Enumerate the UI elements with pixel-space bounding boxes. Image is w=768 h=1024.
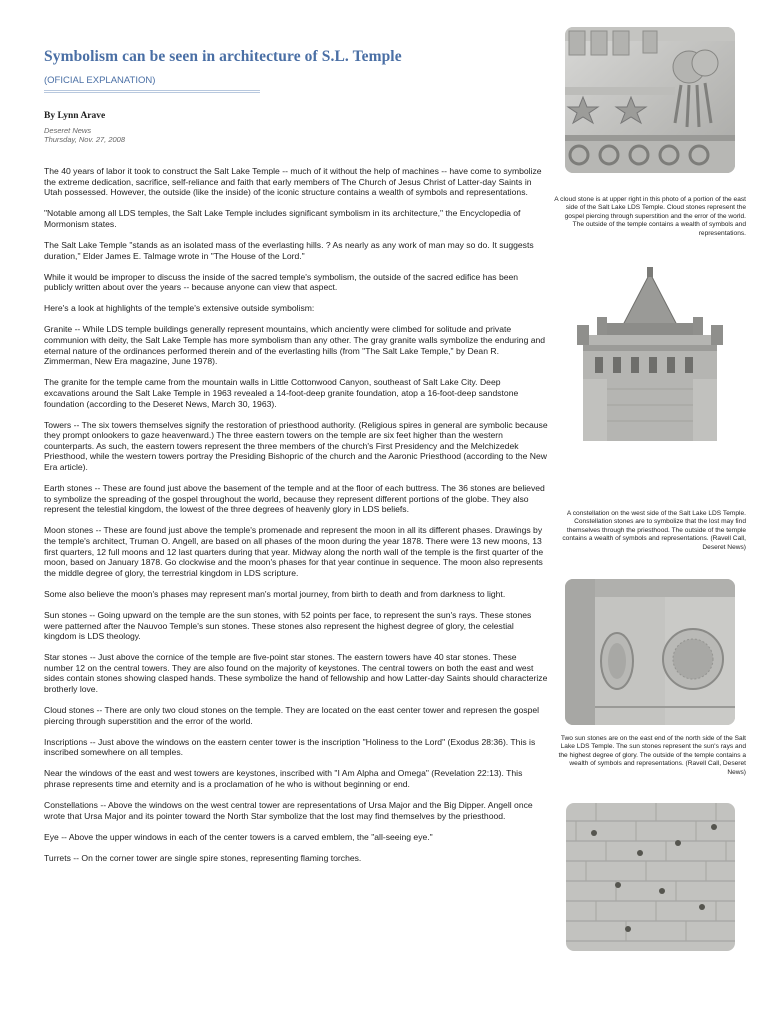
constellation-wall-photo [566, 803, 735, 951]
article-subtitle: (OFICIAL EXPLANATION) [44, 75, 156, 86]
paragraph: Granite -- While LDS temple buildings generally represent mountains, which anciently were climbed for solitude and private communion with deity, the Salt Lake Temple has more symbolism than any other. The gray granite walls symbolize the enduring and eternal nature of the ordinances performed therein and of the everlasting hills (from "The Salt Lake Temple," by Dean R. Zimmerman, New Era magazine, June 1978). [44, 324, 546, 367]
paragraph: Near the windows of the east and west towers are keystones, inscribed with "I Am Alpha and Omega" (Revelation 22:13). This phrase represents time and eternity and is a proclamation of he who is without beginning or end. [44, 768, 523, 790]
paragraph: Earth stones -- These are found just above the basement of the temple and at the floor of each buttress. The 36 stones are believed to symbolize the spreading of the gospel throughout the world, because they represent different portions of the globe. They also represent the telestial kingdom, the lowest of the three degrees of heavenly glory in LDS beliefs. [44, 483, 545, 515]
paragraph: Constellations -- Above the windows on the west central tower are representations of Ursa Major and the Big Dipper. Angell once wrote that Ursa Major and its pointer toward the North Star symbolize that the lost may find themselves by the priesthood. [44, 800, 533, 821]
source-name: Deseret News [44, 126, 92, 135]
photo-caption: A constellation on the west side of the Salt Lake LDS Temple. Constellation stones are to symbolize that the lost may find themselves through the priesthood. The outside of the temple contains a wealth of symbols and representations. (Ravell Call, Deseret News) [562, 510, 746, 551]
photo-caption: A cloud stone is at upper right in this photo of a portion of the east side of the Salt Lake LDS Temple. Cloud stones represent the gospel piercing through superstition and the error of the world. The outside of the temple contains a wealth of symbols and representations. [554, 196, 746, 237]
article [44, 48, 548, 874]
paragraph: Moon stones -- These are found just above the temple's promenade and represent the moon in all its different phases. Drawings by the temple's architect, Truman O. Angell, are based on all phases of the moon during the year 1878. There were 13 new moons, 13 first quarters, 12 full moons and 12 last quarters during that year. Midway along the north wall of the temple is the first quarter of the moon, based on January 1878. Go clockwise and the moon's phases for that year continue in sequence. The moon also represents the middle degree of glory, the terrestrial kingdom in LDS scripture. [44, 525, 544, 578]
tower-photo [573, 265, 727, 441]
paragraph: Towers -- The six towers themselves signify the restoration of priesthood authority. (Religious spires in general are symbolic because they prompt onlookers to gaze heavenward.) The three eastern towers on the temple are six feet higher than the western counterparts. As such, the eastern towers represent the three members of the church's First Presidency and the Melchizedek Priesthood, while the western towers portray the Presiding Bishopric of the church and the Aaronic Priesthood (according to the New Era article). [44, 419, 548, 472]
photo-caption: Two sun stones are on the east end of the north side of the Salt Lake LDS Temple. The sun stones represent the sun's rays and the highest degree of glory. The outside of the temple contains a wealth of symbols and representations. (Ravell Call, Deseret News) [558, 735, 746, 776]
article-title: Symbolism can be seen in architecture of S.L. Temple [44, 48, 402, 65]
paragraph: Eye -- Above the upper windows in each of the center towers is a carved emblem, the "all-seeing eye." [44, 831, 433, 842]
publish-date: Thursday, Nov. 27, 2008 [44, 135, 126, 144]
paragraph: Star stones -- Just above the cornice of the temple are five-point star stones. The eastern towers have 40 star stones. These number 12 on the central towers. They are also found on the majority of keystones. The central towers on both the east and west sides contain stones showing clasped hands. These symbolize the hand of fellowship and how Latter-day Saints should characterize brotherly love. [44, 652, 548, 694]
paragraph: The granite for the temple came from the mountain walls in Little Cottonwood Canyon, southeast of Salt Lake City. Deep excavations around the Salt Lake Temple in 1963 revealed a 14-foot-deep granite foundation, atop a 16-foot-deep sandstone foundation (according to the Deseret News, March 30, 1963). [44, 377, 519, 409]
cloud-stone-photo [565, 27, 735, 173]
byline: By Lynn Arave [44, 111, 106, 121]
article-body [44, 166, 548, 864]
article-meta [44, 126, 548, 144]
paragraph: Inscriptions -- Just above the windows on the eastern center tower is the inscription "Holiness to the Lord" (Exodus 28:36). This is inscribed somewhere on all temples. [44, 736, 536, 758]
paragraph: "Notable among all LDS temples, the Salt Lake Temple includes significant symbolism in its architecture," the Encyclopedia of Mormonism states. [44, 208, 521, 229]
paragraph: Cloud stones -- There are only two cloud stones on the temple. They are located on the east center tower and represen the gospel piercing through superstition and the error of the world. [44, 705, 540, 726]
paragraph: Turrets -- On the corner tower are single spire stones, representing flaming torches. [44, 852, 362, 863]
sun-stones-photo [565, 579, 735, 725]
paragraph: The 40 years of labor it took to construct the Salt Lake Temple -- much of it without the help of machines -- have come to symbolize the extreme dedication, sacrifice, self-reliance and faith that early members of The Church of Jesus Christ of Latter-day Saints in Utah possessed. However, the outside (like the inside) of the iconic structure contains a wealth of symbols and representations. [44, 166, 542, 198]
paragraph: The Salt Lake Temple "stands as an isolated mass of the everlasting hills. ? As nearly as any work of man may so do. It suggests duration," Elder James E. Talmage wrote in "The House of the Lord." [44, 239, 534, 261]
paragraph: While it would be improper to discuss the inside of the sacred temple's symbolism, the outside of the sacred edifice has been publicly written about over the years -- because anyone can view that aspect. [44, 271, 519, 293]
paragraph: Sun stones -- Going upward on the temple are the sun stones, with 52 points per face, to represent the sun's rays. These stones were patterned after the Nauvoo Temple's sun stones. These stones also represent the highest degree of glory, the celestial kingdom is LDS theology. [44, 609, 532, 642]
title-rule [44, 90, 260, 93]
paragraph: Some also believe the moon's phases may represent man's mortal journey, from birth to death and from darkness to light. [44, 588, 506, 599]
paragraph: Here's a look at highlights of the temple's extensive outside symbolism: [44, 303, 315, 314]
